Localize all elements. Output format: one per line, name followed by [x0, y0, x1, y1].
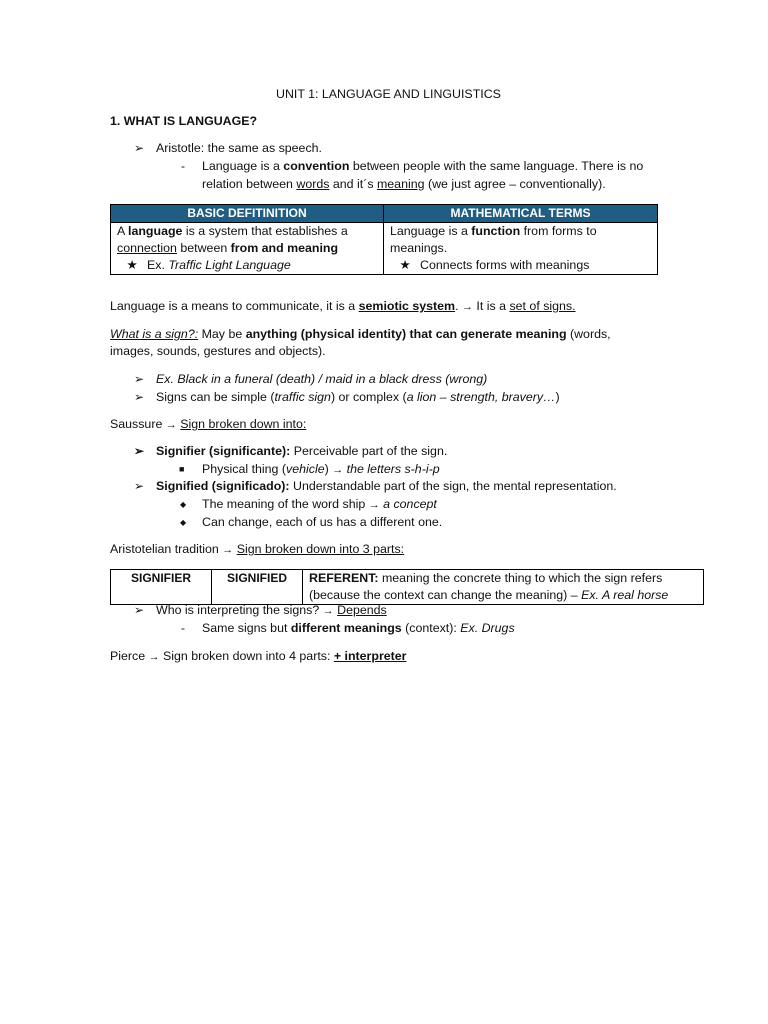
dash-bullet-icon: - [181, 159, 185, 173]
convention-line-1: Language is a convention between people with the same language. There is no [202, 159, 644, 173]
arrow-right-icon: → [165, 419, 177, 431]
aristotle-line: Aristotle: the same as speech. [156, 141, 322, 155]
definition-table [110, 204, 658, 275]
example-black: Ex. Black in a funeral (death) / maid in a black dress (wrong) [156, 372, 488, 386]
signified-cell: SIGNIFIED [212, 570, 303, 605]
arrow-right-icon: → [148, 651, 160, 663]
meaning-ship-line: The meaning of the word ship → a concept [202, 497, 437, 511]
convention-line-2: relation between words and it´s meaning (we just agree – conventionally). [202, 177, 606, 191]
arrow-right-icon: → [368, 499, 380, 511]
example-simple-complex: Signs can be simple (traffic sign) or complex (a lion – strength, bravery…) [156, 390, 560, 404]
dash-bullet-icon: - [181, 621, 185, 635]
semiotic-line: Language is a means to communicate, it is a semiotic system. → It is a set of signs. [110, 299, 576, 313]
table-header-mathematical: MATHEMATICAL TERMS [384, 205, 658, 223]
arrow-bullet-icon: ➢ [134, 603, 145, 617]
arrow-bullet-icon: ➢ [134, 372, 145, 386]
physical-thing-line: Physical thing (vehicle) → the letters s-h-i-p [202, 462, 440, 476]
table-header-basic: BASIC DEFITINITION [111, 205, 384, 223]
can-change-line: Can change, each of us has a different one. [202, 515, 443, 529]
signifier-line: Signifier (significante): Perceivable part of the sign. [156, 444, 448, 458]
interpreting-line: Who is interpreting the signs? → Depends [156, 603, 387, 617]
basic-definition-cell: A language is a system that establishes a connection between from and meaning ★ Ex. Traffic Light Language [111, 223, 384, 275]
pierce-line: Pierce → Sign broken down into 4 parts: + interpreter [110, 649, 407, 663]
signifier-cell: SIGNIFIER [111, 570, 212, 605]
different-meanings-line: Same signs but different meanings (context): Ex. Drugs [202, 621, 515, 635]
star-icon: ★ [126, 258, 138, 272]
saussure-line: Saussure → Sign broken down into: [110, 417, 307, 431]
section-heading: 1. WHAT IS LANGUAGE? [110, 114, 258, 128]
arrow-bullet-icon: ➢ [134, 141, 145, 155]
arrow-right-icon: → [461, 301, 473, 313]
arrow-right-icon: → [222, 544, 234, 556]
arrow-bullet-icon: ➢ [134, 390, 145, 404]
arrow-right-icon: → [332, 464, 344, 476]
referent-cell: REFERENT: meaning the concrete thing to which the sign refers (because the context can change the meaning) – Ex. A real horse [303, 570, 704, 605]
diamond-bullet-icon: ◆ [180, 500, 187, 509]
sign-definition-line-2: images, sounds, gestures and objects). [110, 344, 326, 358]
document-title: UNIT 1: LANGUAGE AND LINGUISTICS [276, 87, 501, 101]
arrow-right-icon: → [322, 605, 334, 617]
mathematical-terms-cell: Language is a function from forms to meanings. ★ Connects forms with meanings [384, 223, 658, 275]
arrow-bullet-icon: ➢ [134, 479, 145, 493]
sign-definition-line-1: What is a sign?: May be anything (physical identity) that can generate meaning (words, [110, 327, 611, 341]
diamond-bullet-icon: ◆ [180, 518, 187, 527]
signified-line: Signified (significado): Understandable part of the sign, the mental representation. [156, 479, 617, 493]
aristotelian-line: Aristotelian tradition → Sign broken down into 3 parts: [110, 542, 405, 556]
arrow-bullet-icon: ➢ [134, 444, 145, 458]
square-bullet-icon: ■ [179, 464, 185, 474]
sign-parts-table [110, 569, 704, 605]
star-icon: ★ [399, 258, 411, 272]
